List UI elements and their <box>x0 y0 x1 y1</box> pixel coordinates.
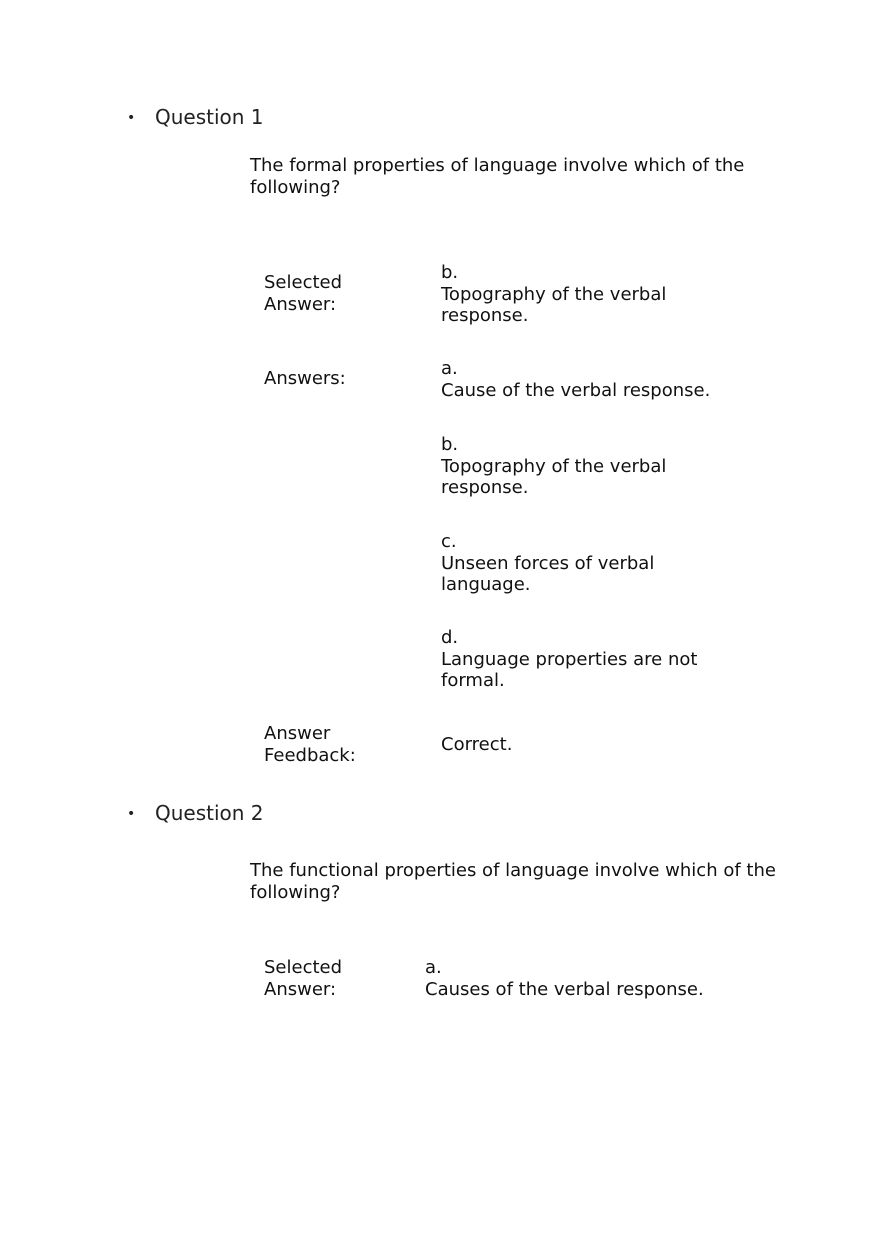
answer-text: Unseen forces of verbal language. <box>441 552 655 595</box>
question-1-title: Question 1 <box>155 105 264 129</box>
answer-option-c <box>441 531 731 596</box>
selected-answer <box>425 957 785 1000</box>
answer-text: Language properties are not formal. <box>441 648 698 691</box>
answer-text: Topography of the verbal response. <box>441 455 667 498</box>
answer-letter: a. <box>425 957 442 978</box>
answer-option-a <box>441 358 731 401</box>
bullet: • <box>127 806 136 822</box>
question-2-text: The functional properties of language involve which of the following? <box>250 860 776 903</box>
answer-text: Causes of the verbal response. <box>425 978 704 1000</box>
answer-letter: b. <box>441 262 459 283</box>
answer-letter: c. <box>441 531 457 552</box>
selected-answer <box>441 262 731 327</box>
answer-letter: d. <box>441 627 459 648</box>
answer-option-b <box>441 434 731 499</box>
answer-feedback-label: Answer Feedback: <box>264 723 356 766</box>
answer-letter: b. <box>441 434 459 455</box>
question-1-text: The formal properties of language involve which of the following? <box>250 155 745 198</box>
answers-label: Answers: <box>264 368 346 389</box>
question-2-title: Question 2 <box>155 801 264 825</box>
answer-text: Topography of the verbal response. <box>441 283 667 326</box>
selected-answer-label: Selected Answer: <box>264 957 343 1000</box>
answer-feedback: Correct. <box>441 734 513 755</box>
bullet: • <box>127 110 136 126</box>
selected-answer-label: Selected Answer: <box>264 272 343 315</box>
answer-option-d <box>441 627 731 692</box>
answer-text: Cause of the verbal response. <box>441 379 711 401</box>
answer-letter: a. <box>441 358 458 379</box>
